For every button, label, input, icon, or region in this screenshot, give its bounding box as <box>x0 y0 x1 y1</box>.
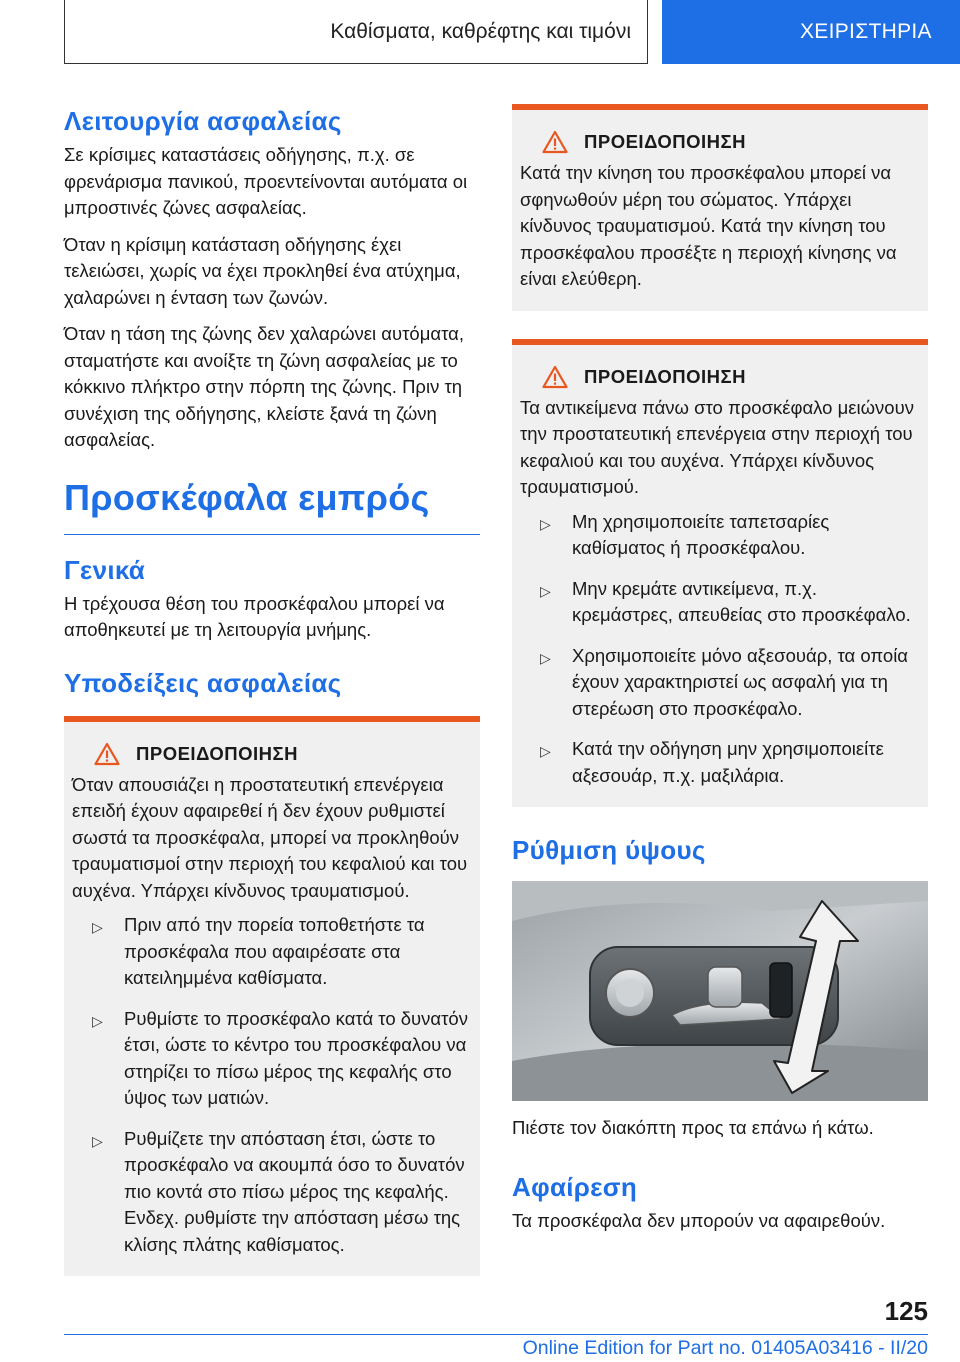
warning-box-3 <box>512 339 928 808</box>
safety-paragraph-2: Όταν η κρίσιμη κατάσταση οδήγησης έχει τελειώσει, χωρίς να έχει προκληθεί ένα ατύχημα, χαλαρώνει η ένταση των ζωνών. <box>64 233 461 308</box>
header-section-box <box>64 0 648 64</box>
safety-paragraph-1: Σε κρίσιμες καταστάσεις οδήγησης, π.χ. σε φρενάρισμα πανικού, προεντείνονται αυτόματα οι μπροστινές ζώνες ασφαλείας. <box>64 144 468 218</box>
warning-title: ΠΡΟΕΙΔΟΠΟΙΗΣΗ <box>584 365 746 387</box>
footer-edition-text: Online Edition for Part no. 01405A03416 - II/20 <box>522 1337 928 1359</box>
list-item: ▷ Μη χρησιμοποιείτε ταπετσαρίες καθίσματος ή προσκέφαλου. <box>540 510 830 558</box>
step-triangle-icon: ▷ <box>92 1132 103 1149</box>
warning-header <box>520 130 920 154</box>
height-adjust-paragraph: Πιέστε τον διακόπτη προς τα επάνω ή κάτω. <box>512 1117 874 1138</box>
step-triangle-icon: ▷ <box>92 1012 103 1029</box>
list-item: ▷ Κατά την οδήγηση μην χρησιμοποιείτε αξεσουάρ, π.χ. μαξιλάρια. <box>540 738 884 786</box>
removal-paragraph: Τα προσκέφαλα δεν μπορούν να αφαιρεθούν. <box>512 1209 886 1231</box>
warning-triangle-icon <box>542 365 568 389</box>
warning-text: Όταν απουσιάζει η προστατευτική επενέργεια επειδή έχουν αφαιρεθεί ή δεν έχουν ρυθμιστεί σωστά τα προσκέφαλα, μπορεί να προκληθούν τραυματισμοί στην περιοχή του κεφαλιού και του αυχένα. Υπάρχει κίνδυνος τραυματισμού. <box>72 773 468 901</box>
step-triangle-icon: ▷ <box>540 515 551 532</box>
main-section-heading: Προσκέφαλα εμπρός <box>64 476 480 535</box>
step-triangle-icon: ▷ <box>92 919 103 935</box>
general-heading: Γενικά <box>64 554 146 585</box>
list-item: ▷ Μην κρεμάτε αντικείμενα, π.χ. κρεμάστρες, απευθείας στο προσκέφαλο. <box>540 577 911 625</box>
list-item: ▷ Πριν από την πορεία τοποθετήστε τα προσκέφαλα που αφαιρέσατε στα κατειλημμένα καθίσματα. <box>92 914 425 988</box>
header-chapter-tab[interactable] <box>662 0 960 64</box>
header-section-title: Καθίσματα, καθρέφτης και τιμόνι <box>330 19 631 43</box>
warning-header <box>72 742 472 766</box>
seat-switch-photo <box>512 881 928 1101</box>
safety-paragraph-3: Όταν η τάση της ζώνης δεν χαλαρώνει αυτόματα, σταματήστε και ανοίξτε τη ζώνη ασφαλείας με το κόκκινο πλήκτρο στην πόρπη της ζώνης. Πριν τη συνέχιση της οδήγησης, κλείστε ξανά τη ζώνη ασφαλείας. <box>64 323 464 450</box>
warning-steps <box>72 912 472 1258</box>
warning-title: ΠΡΟΕΙΔΟΠΟΙΗΣΗ <box>136 742 298 764</box>
safety-function-heading: Λειτουργία ασφαλείας <box>64 106 342 136</box>
page-number: 125 <box>884 1296 928 1326</box>
list-item: ▷ Χρησιμοποιείτε μόνο αξεσουάρ, τα οποία έχουν χαρακτηριστεί ως ασφαλή για τη στερέωση στο προσκέφαλο. <box>540 644 908 719</box>
left-column <box>64 104 480 1276</box>
warning-box-1 <box>64 716 480 1277</box>
warning-triangle-icon <box>542 130 568 154</box>
step-triangle-icon: ▷ <box>540 743 551 759</box>
safety-hints-heading: Υποδείξεις ασφαλείας <box>64 667 342 698</box>
height-adjust-heading: Ρύθμιση ύψους <box>512 835 706 865</box>
warning-text: Τα αντικείμενα πάνω στο προσκέφαλο μειώνουν την προστατευτική επενέργεια στην περιοχή του κεφαλιού και του αυχένα. Υπάρχει κίνδυνος τραυματισμού. <box>520 396 914 497</box>
footer-edition[interactable] <box>64 1334 928 1360</box>
right-column <box>512 104 928 1244</box>
removal-heading: Αφαίρεση <box>512 1171 638 1202</box>
header-tab-label: ΧΕΙΡΙΣΤΗΡΙΑ <box>800 20 932 43</box>
warning-text: Κατά την κίνηση του προσκέφαλου μπορεί να σφηνωθούν μέρη του σώματος. Υπάρχει κίνδυνος τραυματισμού. Κατά την κίνηση του προσκέφαλου προσέξτε η περιοχή κίνησης να είναι ελεύθερη. <box>520 162 897 289</box>
warning-title: ΠΡΟΕΙΔΟΠΟΙΗΣΗ <box>584 131 746 152</box>
warning-steps <box>520 509 920 790</box>
step-triangle-icon: ▷ <box>540 649 551 666</box>
step-triangle-icon: ▷ <box>540 582 551 599</box>
general-paragraph: Η τρέχουσα θέση του προσκέφαλου μπορεί να αποθηκευτεί με τη λειτουργία μνήμης. <box>64 592 445 640</box>
list-item: ▷ Ρυθμίζετε την απόσταση έτσι, ώστε το προσκέφαλο να ακουμπά όσο το δυνατόν πιο κοντά στο πίσω μέρος της κεφαλής. Ενδεχ. ρυθμίστε την απόσταση μέσω της κλίσης πλάτης καθίσματος. <box>92 1127 465 1255</box>
warning-triangle-icon <box>94 742 120 766</box>
warning-box-2 <box>512 104 928 311</box>
list-item: ▷ Ρυθμίστε το προσκέφαλο κατά το δυνατόν έτσι, ώστε το κέντρο του προσκέφαλου να στηρίζει το πίσω μέρος της κεφαλής στο ύψος των ματιών. <box>92 1007 468 1108</box>
warning-header <box>520 365 920 389</box>
